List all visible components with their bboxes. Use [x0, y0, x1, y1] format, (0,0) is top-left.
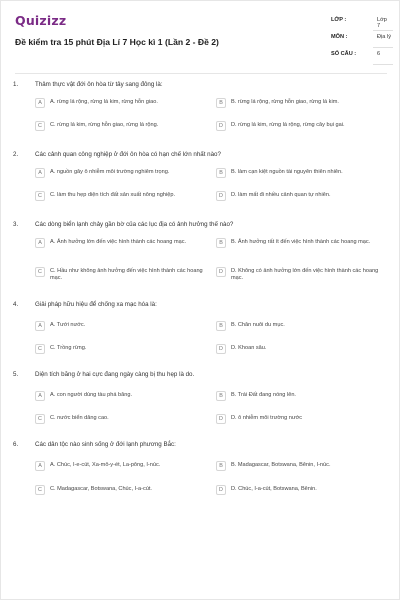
- option-text: D. Chúc, I-a-cút, Botswana, Bênin.: [231, 486, 317, 492]
- meta-value: 6: [377, 51, 381, 57]
- question-number: 4.: [13, 301, 19, 308]
- meta-value: Địa lý: [377, 34, 391, 40]
- meta-info: [331, 14, 391, 65]
- option-text: B. làm cạn kiệt nguồn tài nguyên thiên nhiên.: [231, 169, 343, 175]
- option-text: C. Trồng rừng.: [50, 345, 87, 351]
- option-text: A. rừng lá rộng, rừng lá kim, rừng hỗn giao.: [50, 99, 158, 105]
- option-letter-box[interactable]: B: [216, 98, 226, 108]
- option-letter-box[interactable]: D: [216, 121, 226, 131]
- option-text: D. ô nhiễm môi trường nước: [231, 415, 303, 421]
- option-letter-box[interactable]: B: [216, 321, 226, 331]
- question-text: Các dòng biển lạnh chảy gần bờ của các lục địa có ảnh hưởng thế nào?: [35, 221, 234, 228]
- option-text: D. Không có ảnh hưởng lớn đến việc hình thành các hoang mạc.: [231, 268, 379, 282]
- option-letter-box[interactable]: B: [216, 168, 226, 178]
- option-letter-box[interactable]: A: [35, 238, 45, 248]
- meta-value: Lớp 7: [377, 17, 387, 29]
- question-number: 3.: [13, 221, 19, 228]
- worksheet-header: [11, 11, 391, 71]
- quizizz-logo: Quizizz: [15, 13, 67, 28]
- question-number: 5.: [13, 371, 19, 378]
- question-text: Thảm thực vật đới ôn hòa từ tây sang đông là:: [35, 81, 163, 88]
- option-text: A. con người dùng tàu phá băng.: [50, 392, 133, 398]
- option-letter-box[interactable]: D: [216, 267, 226, 277]
- meta-row-subject: [331, 31, 391, 48]
- option-letter-box[interactable]: D: [216, 344, 226, 354]
- option-text: B. rừng lá rộng, rừng hỗn giao, rừng lá kim.: [231, 99, 339, 105]
- option-letter-box[interactable]: C: [35, 485, 45, 495]
- option-text: A. Ảnh hưởng lớn đến việc hình thành các hoang mạc.: [50, 239, 187, 245]
- option-text: B. Trái Đất đang nóng lên.: [231, 392, 296, 398]
- option-letter-box[interactable]: A: [35, 98, 45, 108]
- meta-label: LỚP :: [331, 17, 347, 23]
- option-letter-box[interactable]: A: [35, 461, 45, 471]
- option-letter-box[interactable]: C: [35, 191, 45, 201]
- option-text: B. Madagascar, Botswana, Bênin, I-núc.: [231, 462, 331, 468]
- option-text: B. Chăn nuôi du mục.: [231, 322, 285, 328]
- option-text: C. rừng lá kim, rừng hỗn giao, rừng lá rộng.: [50, 122, 159, 128]
- option-letter-box[interactable]: B: [216, 461, 226, 471]
- option-text: D. Khoan sâu.: [231, 345, 267, 351]
- option-letter-box[interactable]: B: [216, 391, 226, 401]
- option-letter-box[interactable]: D: [216, 191, 226, 201]
- option-letter-box[interactable]: A: [35, 391, 45, 401]
- option-letter-box[interactable]: C: [35, 414, 45, 424]
- question-text: Các dân tộc nào sinh sống ở đới lạnh phương Bắc:: [35, 441, 176, 448]
- meta-row-count: [331, 48, 391, 65]
- option-letter-box[interactable]: D: [216, 485, 226, 495]
- option-letter-box[interactable]: B: [216, 238, 226, 248]
- option-letter-box[interactable]: C: [35, 344, 45, 354]
- option-text: D. rừng lá kim, rừng lá rộng, rừng cây bụi gai.: [231, 122, 345, 128]
- page-title: Đề kiểm tra 15 phút Địa Lí 7 Học kì 1 (Lần 2 - Đề 2): [15, 37, 219, 47]
- option-letter-box[interactable]: C: [35, 121, 45, 131]
- option-text: B. Ảnh hưởng rất ít đến việc hình thành các hoang mạc.: [231, 239, 371, 245]
- option-text: A. nguồn gây ô nhiễm môi trường nghiêm trọng.: [50, 169, 170, 175]
- option-text: C. nước biển dâng cao.: [50, 415, 109, 421]
- question-number: 1.: [13, 81, 19, 88]
- question-text: Giải pháp hữu hiệu để chống xa mạc hóa là:: [35, 301, 157, 308]
- option-text: C. làm thu hẹp diện tích đất sản xuất nông nghiệp.: [50, 192, 176, 198]
- header-divider: [15, 73, 387, 74]
- question-number: 2.: [13, 151, 19, 158]
- option-letter-box[interactable]: A: [35, 321, 45, 331]
- option-text: C. Madagascar, Botswana, Chúc, I-a-cút.: [50, 486, 152, 492]
- meta-label: SỐ CÂU :: [331, 51, 357, 57]
- option-letter-box[interactable]: D: [216, 414, 226, 424]
- question-text: Các cảnh quan công nghiệp ở đới ôn hòa có hạn chế lớn nhất nào?: [35, 151, 221, 158]
- option-letter-box[interactable]: C: [35, 267, 45, 277]
- option-text: D. làm mất đi nhiều cảnh quan tự nhiên.: [231, 192, 331, 198]
- meta-row-class: [331, 14, 391, 31]
- question-number: 6.: [13, 441, 19, 448]
- meta-underline: [373, 64, 393, 65]
- option-text: C. Hầu như không ảnh hưởng đến việc hình thành các hoang mạc.: [50, 268, 203, 282]
- question-text: Diện tích băng ở hai cực đang ngày càng bị thu hẹp là do.: [35, 371, 195, 378]
- option-text: A. Tưới nước.: [50, 322, 86, 328]
- meta-label: MÔN :: [331, 34, 348, 40]
- option-text: A. Chúc, I-e-cút, Xa-mô-y-ét, La-pông, I-núc.: [50, 462, 161, 468]
- option-letter-box[interactable]: A: [35, 168, 45, 178]
